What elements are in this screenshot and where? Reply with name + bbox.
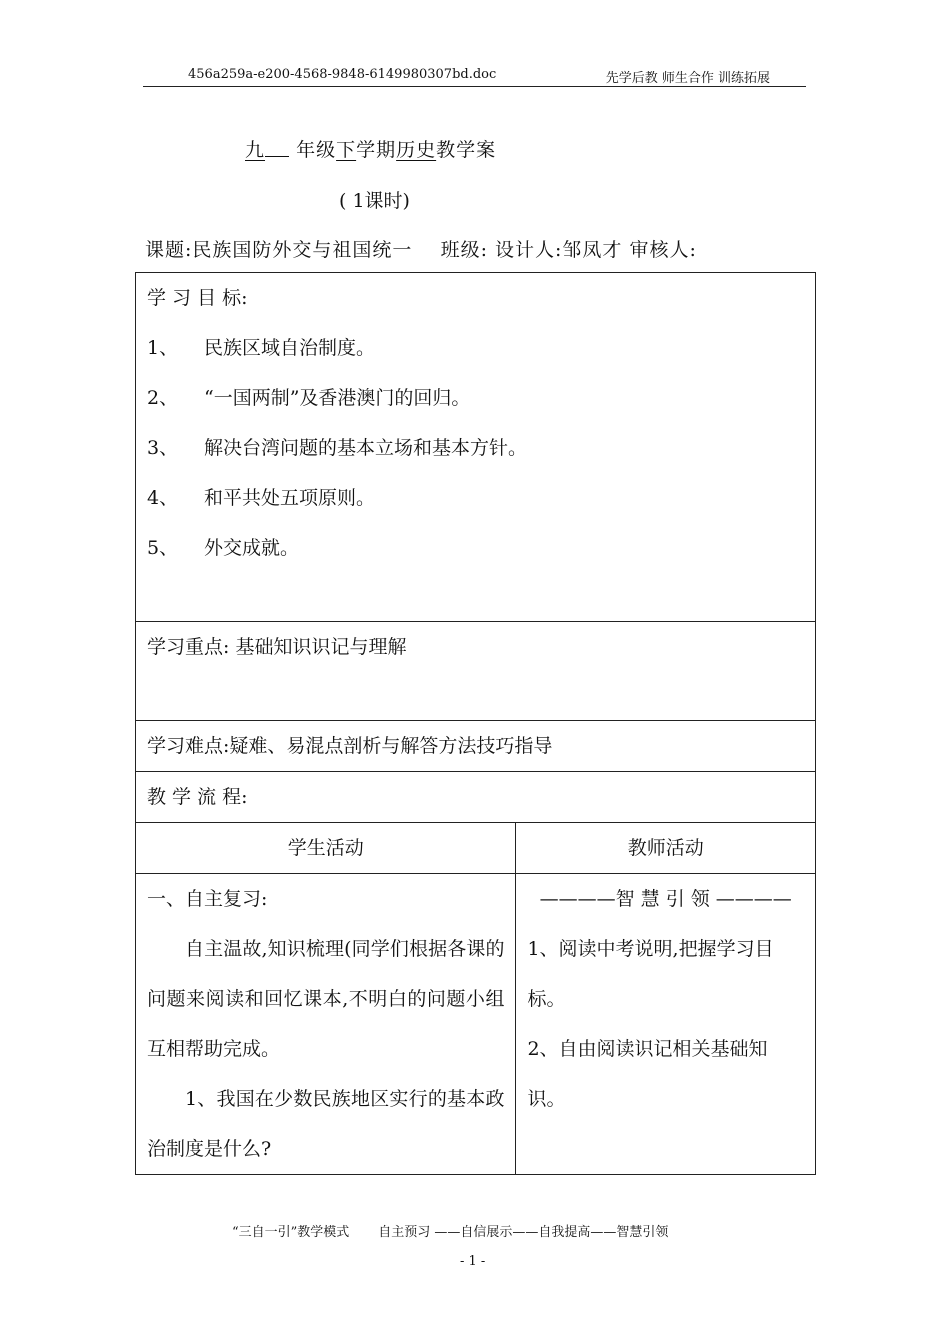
title-term-suffix: 学期 bbox=[356, 139, 397, 161]
key-points-row bbox=[136, 622, 816, 721]
difficulties-row bbox=[136, 721, 816, 772]
lesson-table bbox=[135, 272, 816, 1175]
student-section-title: 一、自主复习: bbox=[147, 888, 268, 910]
goal-num: 4、 bbox=[147, 487, 179, 509]
header-slogan: 先学后教 师生合作 训练拓展 bbox=[605, 71, 770, 86]
title-term: 下 bbox=[336, 139, 357, 161]
teacher-column-header: 教师活动 bbox=[627, 837, 704, 859]
teacher-item: 1、阅读中考说明,把握学习目标。 bbox=[527, 938, 774, 1010]
goal-item bbox=[147, 523, 804, 573]
title-grade: 九 bbox=[245, 139, 266, 161]
goal-item bbox=[147, 473, 804, 523]
teacher-item: 2、自由阅读识记相关基础知识。 bbox=[527, 1038, 768, 1110]
footer-mode: “三自一引”教学模式 bbox=[232, 1225, 350, 1240]
page-title bbox=[245, 135, 496, 162]
goal-item bbox=[147, 373, 804, 423]
goal-num: 3、 bbox=[147, 437, 179, 459]
teacher-section-title: ————智 慧 引 领 ———— bbox=[539, 888, 792, 910]
header-filename: 456a259a-e200-4568-9848-6149980307bd.doc bbox=[188, 67, 497, 82]
meta-reviewer: 审核人: bbox=[629, 239, 697, 261]
title-grade-suffix: 年级 bbox=[296, 139, 337, 161]
title-doc-type: 教学案 bbox=[436, 139, 497, 161]
student-column-header: 学生活动 bbox=[287, 837, 364, 859]
goals-row bbox=[136, 273, 816, 622]
activity-row bbox=[136, 874, 816, 1175]
goal-text: 民族区域自治制度。 bbox=[204, 337, 376, 359]
page-footer bbox=[232, 1221, 668, 1240]
goal-text: 解决台湾问题的基本立场和基本方针。 bbox=[204, 437, 528, 459]
process-heading: 教 学 流 程: bbox=[147, 786, 248, 808]
goal-num: 5、 bbox=[147, 537, 179, 559]
goals-heading: 学 习 目 标: bbox=[147, 287, 248, 309]
key-points: 学习重点: 基础知识识记与理解 bbox=[147, 636, 407, 658]
goal-num: 1、 bbox=[147, 337, 179, 359]
goal-text: 和平共处五项原则。 bbox=[204, 487, 376, 509]
goal-text: 外交成就。 bbox=[204, 537, 300, 559]
meta-topic: 课题:民族国防外交与祖国统一 bbox=[145, 239, 413, 261]
goal-item bbox=[147, 323, 804, 373]
student-paragraph: 自主温故,知识梳理(同学们根据各课的问题来阅读和回忆课本,不明白的问题小组互相帮助完成。 bbox=[147, 938, 505, 1060]
lesson-period: ( 1课时) bbox=[339, 190, 410, 212]
column-header-row bbox=[136, 823, 816, 874]
title-subject: 历史 bbox=[396, 139, 437, 161]
meta-class: 班级: bbox=[440, 239, 488, 261]
title-blank bbox=[265, 138, 289, 157]
goal-text: “一国两制”及香港澳门的回归。 bbox=[204, 387, 471, 409]
page-number: - 1 - bbox=[460, 1254, 486, 1269]
lesson-meta bbox=[145, 235, 697, 262]
goal-item bbox=[147, 423, 804, 473]
difficulties: 学习难点:疑难、易混点剖析与解答方法技巧指导 bbox=[147, 735, 553, 757]
footer-steps: 自主预习 ——自信展示——自我提高——智慧引领 bbox=[378, 1225, 669, 1240]
goal-num: 2、 bbox=[147, 387, 179, 409]
meta-designer: 设计人:邹凤才 bbox=[495, 239, 623, 261]
page-header bbox=[143, 64, 806, 87]
process-row bbox=[136, 772, 816, 823]
student-question: 1、我国在少数民族地区实行的基本政治制度是什么? bbox=[147, 1088, 505, 1160]
